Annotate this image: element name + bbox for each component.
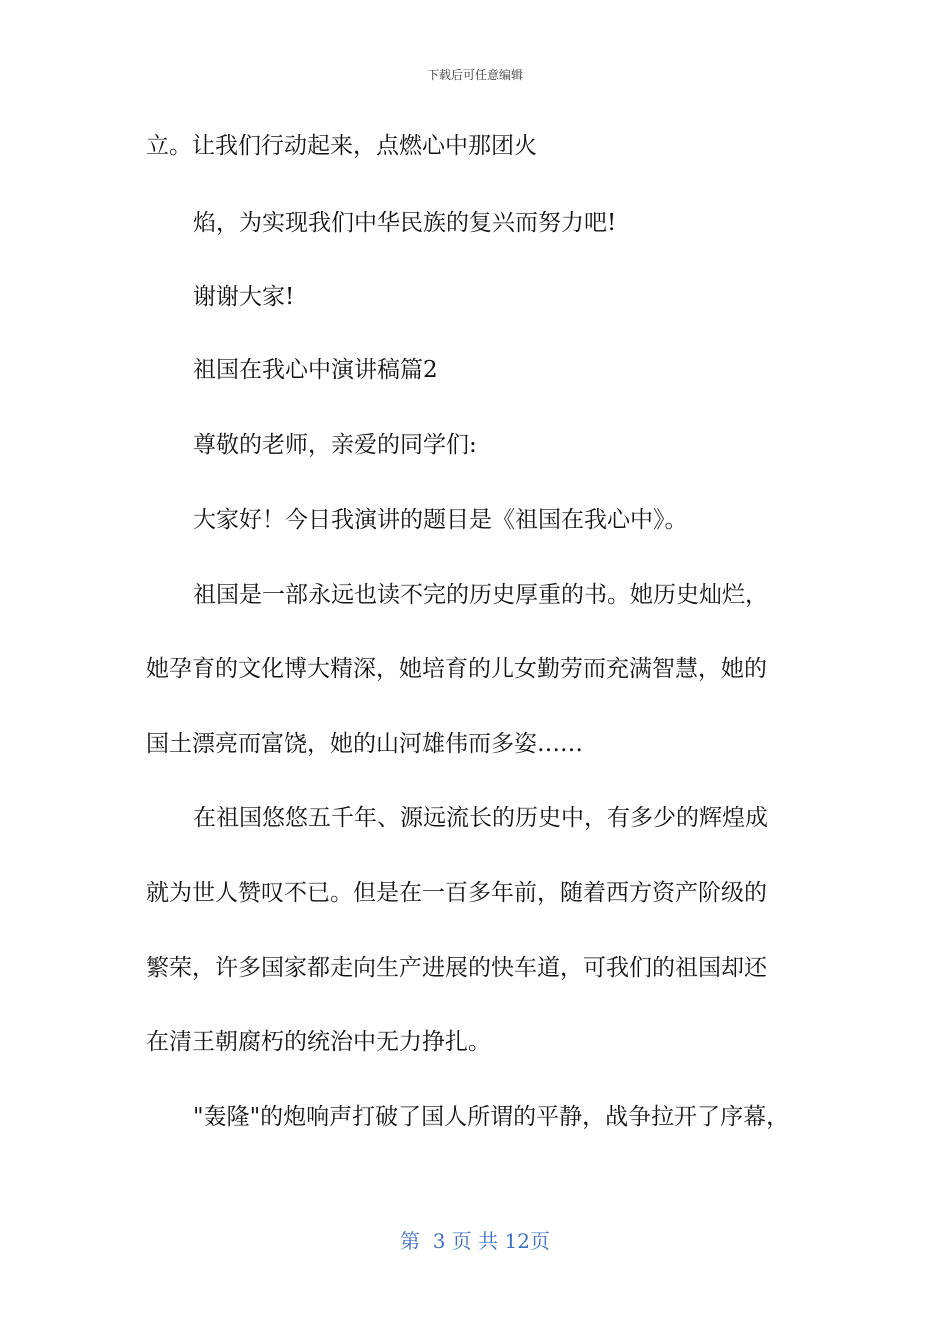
paragraph-line: 在祖国悠悠五千年、源远流长的历史中，有多少的辉煌成 — [193, 805, 768, 831]
page-number-footer: 第 3 页 共 12页 — [400, 1229, 550, 1253]
salutation: 尊敬的老师，亲爱的同学们: — [193, 432, 477, 458]
paragraph-line: 在清王朝腐朽的统治中无力挣扎。 — [146, 1029, 491, 1055]
paragraph-line: "轰隆"的炮响声打破了国人所谓的平静，战争拉开了序幕， — [193, 1104, 790, 1130]
paragraph-line: 大家好！今日我演讲的题目是《祖国在我心中》。 — [193, 507, 688, 533]
paragraph-line: 立。让我们行动起来，点燃心中那团火 — [146, 133, 537, 159]
paragraph-line: 祖国是一部永远也读不完的历史厚重的书。她历史灿烂， — [193, 582, 768, 608]
paragraph-line: 国土漂亮而富饶，她的山河雄伟而多姿…… — [146, 731, 583, 757]
paragraph-line: 就为世人赞叹不已。但是在一百多年前，随着西方资产阶级的 — [146, 880, 767, 906]
paragraph-line: 谢谢大家! — [193, 284, 295, 310]
page-header: 下载后可任意编辑 — [426, 68, 523, 82]
paragraph-line: 她孕育的文化博大精深，她培育的儿女勤劳而充满智慧，她的 — [146, 656, 767, 682]
section-title: 祖国在我心中演讲稿篇2 — [193, 357, 438, 383]
paragraph-line: 焰，为实现我们中华民族的复兴而努力吧! — [193, 210, 617, 236]
paragraph-line: 繁荣，许多国家都走向生产进展的快车道，可我们的祖国却还 — [146, 955, 767, 981]
